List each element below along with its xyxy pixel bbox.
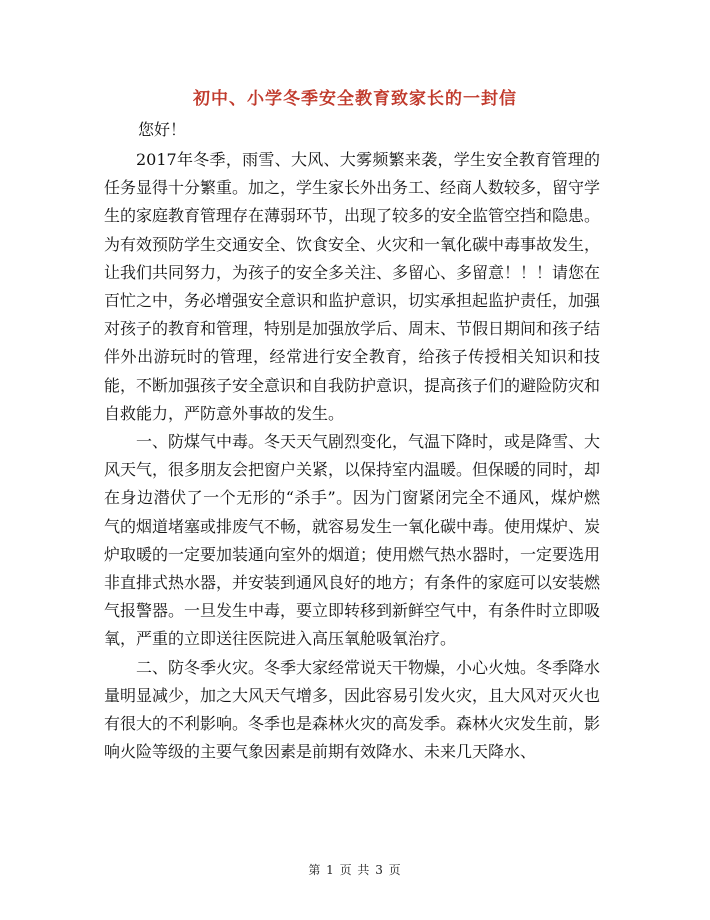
paragraph-intro: 2017年冬季，雨雪、大风、大雾频繁来袭，学生安全教育管理的任务显得十分繁重。加之，学生家长外出务工、经商人数较多，留守学生的家庭教育管理存在薄弱环节，出现了较多的安全监管空挡和隐患。为有效预防学生交通安全、饮食安全、火灾和一氧化碳中毒事故发生，让我们共同努力，为孩子的安全多关注、多留心、多留意！！！请您在百忙之中，务必增强安全意识和监护意识，切实承担起监护责任，加强对孩子的教育和管理，特别是加强放学后、周末、节假日期间和孩子结伴外出游玩时的管理，经常进行安全教育，给孩子传授相关知识和技能，不断加强孩子安全意识和自我防护意识，提高孩子们的避险防灾和自救能力，严防意外事故的发生。: [104, 150, 601, 423]
document-title: 初中、小学冬季安全教育致家长的一封信: [193, 89, 517, 109]
paragraph-winter-fire: 二、防冬季火灾。冬季大家经常说天干物燥，小心火烛。冬季降水量明显减少，加之大风天气增多，因此容易引发火灾，且大风对灭火也有很大的不利影响。冬季也是森林火灾的高发季。森林火灾发生前，影响火险等级的主要气象因素是前期有效降水、未来几天降水、: [104, 657, 601, 762]
page-number-footer: 第 1 页 共 3 页: [308, 863, 402, 877]
paragraph-gas-poisoning: 一、防煤气中毒。冬天天气剧烈变化，气温下降时，或是降雪、大风天气，很多朋友会把窗户关紧，以保持室内温暖。但保暖的同时，却在身边潜伏了一个无形的“杀手”。因为门窗紧闭完全不通风，煤炉燃气的烟道堵塞或排废气不畅，就容易发生一氧化碳中毒。使用煤炉、炭炉取暖的一定要加装通向室外的烟道；使用燃气热水器时，一定要选用非直排式热水器，并安装到通风良好的地方；有条件的家庭可以安装燃气报警器。一旦发生中毒，要立即转移到新鲜空气中，有条件时立即吸氧，严重的立即送往医院进入高压氧舱吸氧治疗。: [104, 432, 601, 649]
greeting: 您好！: [138, 120, 187, 139]
document-body: [104, 116, 600, 766]
